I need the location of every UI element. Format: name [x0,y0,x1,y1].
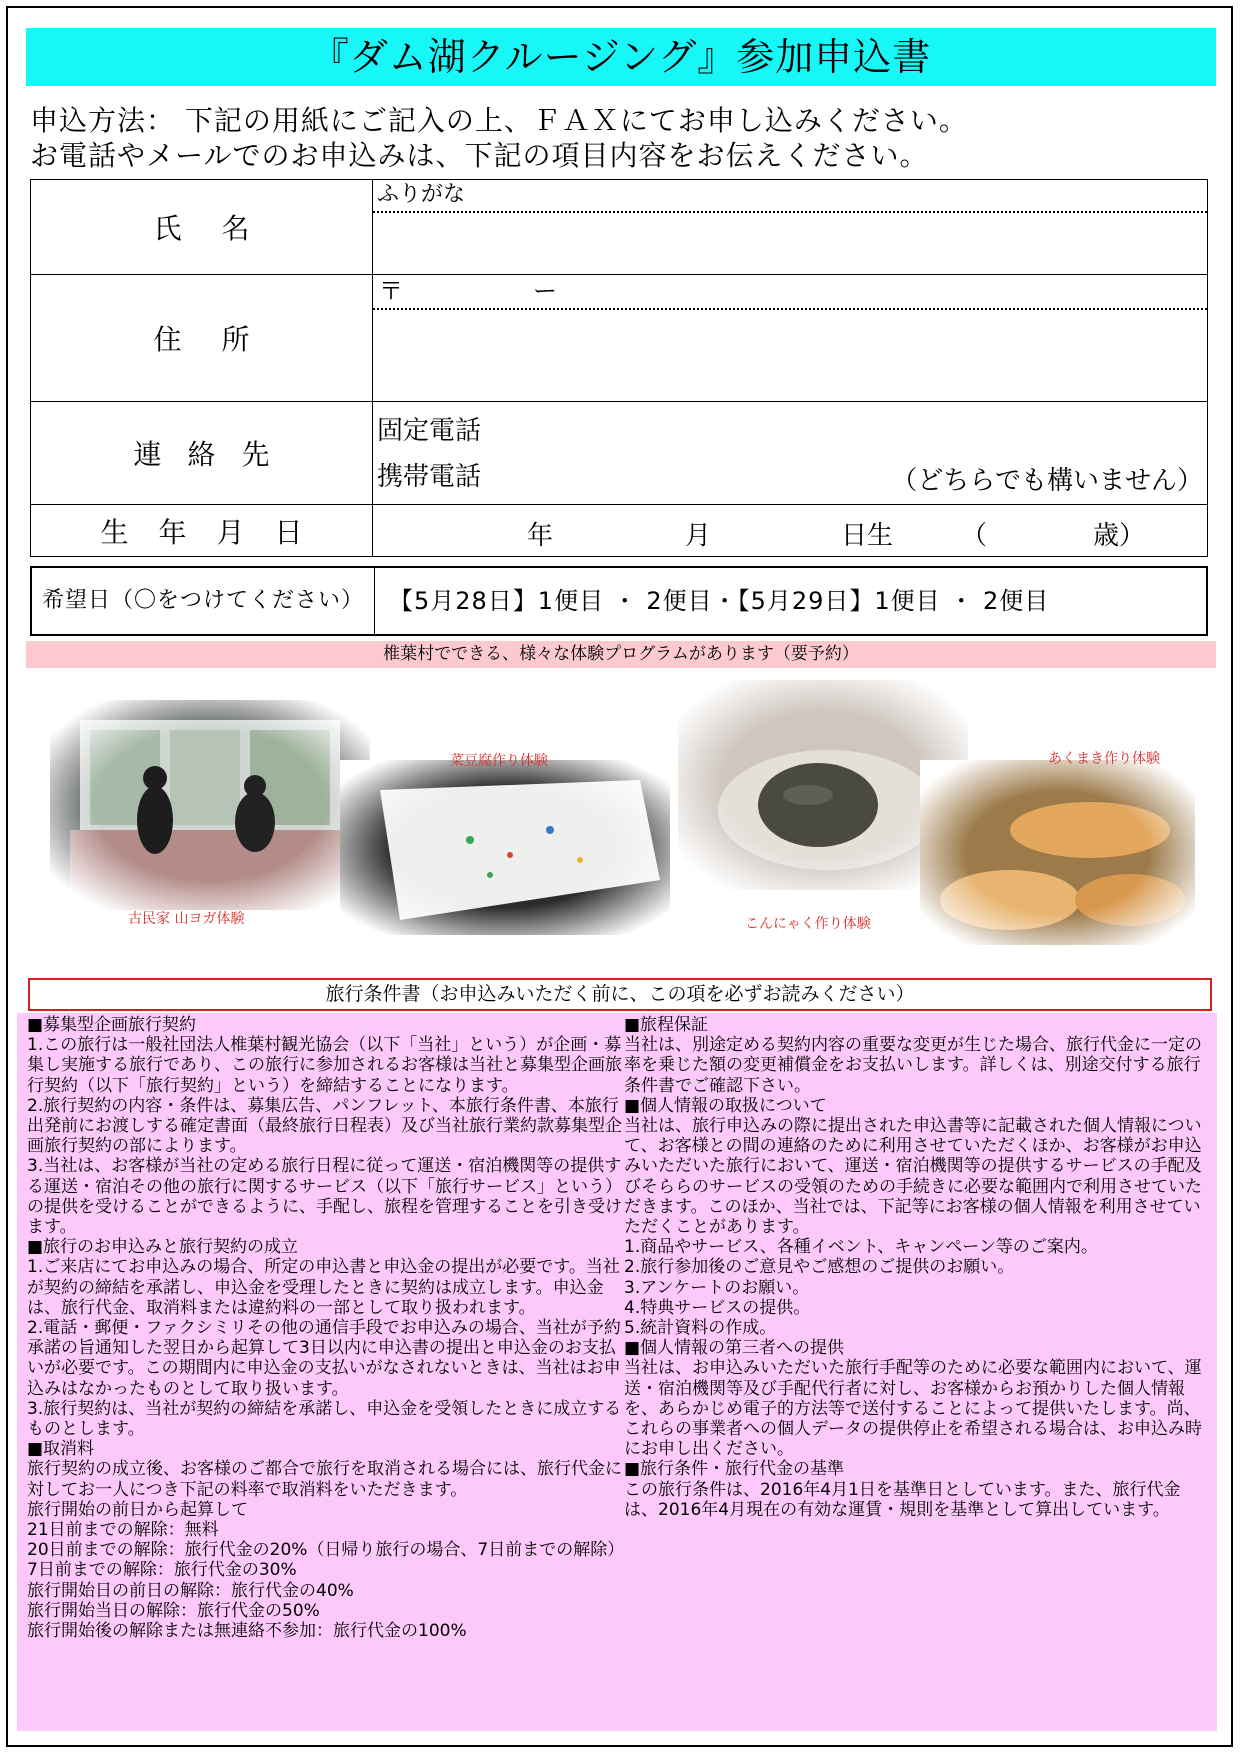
terms-paragraph: 旅行契約の成立後、お客様のご都合で旅行を取消される場合には、旅行代金に対してお一人につき下記の料率で取消料をいただきます。 [27,1459,622,1500]
terms-paragraph: 3.当社は、お客様が当社の定める旅行日程に従って運送・宿泊機関等の提供する運送・宿泊その他の旅行に関するサービス（以下「旅行サービス」という）の提供を受けることができるように、手配し、旅程を管理することを引き受けます。 [27,1156,622,1238]
intro-text [30,103,968,173]
terms-paragraph: 旅行開始の前日から起算して [27,1499,248,1520]
terms-paragraph: ■個人情報の第三者への提供 [624,1338,845,1359]
travel-terms [17,1013,1217,1731]
contact-label: 連絡先 [31,402,373,505]
wish-date-row [30,566,1208,636]
terms-paragraph: 当社は、お申込みいただいた旅行手配等のために必要な範囲内において、運送・宿泊機関等及び手配代行者に対し、お客様からお預かりした個人情報を、あらかじめ電子的方法等で送付することによって提供いたします。尚、これらの事業者への個人データの提供停止を希望される場合は、お申込み時にお申し出ください。 [624,1358,1202,1460]
experience-banner: 椎葉村でできる、様々な体験プログラムがあります（要予約） [26,641,1216,668]
terms-paragraph: ■旅行条件・旅行代金の基準 [624,1459,845,1480]
akumaki-caption: あくまき作り体験 [1048,751,1160,767]
terms-paragraph: 3.アンケートのお願い。 [624,1277,810,1298]
terms-paragraph: 20日前までの解除：旅行代金の20%（日帰り旅行の場合、7日前までの解除） [27,1540,625,1561]
birthdate-field[interactable] [373,505,1208,557]
terms-left-column [27,1015,627,1641]
application-form [30,179,1208,557]
name-field[interactable] [373,180,1208,275]
terms-header: 旅行条件書（お申込みいただく前に、この項を必ずお読みください） [28,978,1212,1011]
terms-right-column [624,1015,1208,1520]
birth-year: 年 [527,521,554,551]
terms-paragraph: 2.旅行契約の内容・条件は、募集広告、パンフレット、本旅行条件書、本旅行出発前にお渡しする確定書面（最終旅行日程表）及び当社旅行業約款募集型企画旅行契約の部によります。 [27,1095,622,1157]
terms-paragraph: 当社は、旅行申込みの際に提出された申込書等に記載された個人情報について、お客様との間の連絡のために利用させていただくほか、お客様がお申込みいただいた旅行において、運送・宿泊機関等の提供するサービスの手配及びそららのサービスの受領のための手続きに必要な範囲内で利用させていただきます。このほか、当社では、下記等にお客様の個人情報を利用させていただくことがあります。 [624,1116,1202,1238]
wish-date-options[interactable]: 【5月28日】1便目 ・ 2便目・【5月29日】1便目 ・ 2便目 [389,587,1050,615]
address-label: 住所 [31,275,373,402]
address-field[interactable] [373,275,1208,402]
mobile-label: 携帯電話 [377,462,482,492]
terms-paragraph: ■旅程保証 [624,1015,709,1035]
zip-dash: ー [533,277,557,305]
konnyaku-caption: こんにゃく作り体験 [745,916,871,932]
zip-line [373,275,1207,310]
terms-paragraph: ■個人情報の取扱について [624,1095,827,1116]
terms-paragraph: 当社は、別途定める契約内容の重要な変更が生じた場合、旅行代金に一定の率を乗じた額の変更補償金をお支払いします。詳しくは、別途交付する旅行条件書でご確認下さい。 [624,1035,1202,1096]
intro-line-1: 申込方法： 下記の用紙にご記入の上、ＦＡＸにてお申し込みください。 [30,104,968,137]
terms-paragraph: 旅行開始後の解除または無連絡不参加：旅行代金の100% [27,1621,467,1642]
birth-month: 月 [685,521,712,551]
zip-mark: 〒 [379,277,403,305]
terms-paragraph: 1.ご来店にてお申込みの場合、所定の申込書と申込金の提出が必要です。当社が契約の締結を承諾し、申込金を受理したときに契約は成立します。申込金は、旅行代金、取消料または違約料の一部として取り扱われます。 [27,1257,620,1318]
terms-paragraph: 1.この旅行は一般社団法人椎葉村観光協会（以下「当社」という）が企画・募集し実施する旅行であり、この旅行に参加されるお客様は当社と募集型企画旅行契約（以下「旅行契約」という）を締結することになります。 [27,1035,622,1096]
terms-paragraph: 4.特典サービスの提供。 [624,1297,811,1318]
terms-paragraph: 2.旅行参加後のご意見やご感想のご提供のお願い。 [624,1257,1015,1278]
landline-label: 固定電話 [377,416,482,446]
tofu-caption: 菜豆腐作り体験 [450,753,548,769]
akumaki-photo [920,760,1195,945]
yoga-photo [50,700,370,910]
page-title: 『ダム湖クルージング』参加申込書 [26,28,1216,86]
furigana-line: ふりがな [373,180,1207,213]
photo-collage [40,680,1200,960]
birth-age-open: （ [961,521,988,551]
terms-paragraph: 旅行開始当日の解除：旅行代金の50% [27,1600,320,1621]
birth-age: 歳） [1093,521,1146,551]
birthdate-label: 生年月日 [31,505,373,557]
birth-day: 日生 [841,521,894,551]
terms-paragraph: 3.旅行契約は、当社が契約の締結を承諾し、申込金を受領したときに成立するものとします。 [27,1398,622,1440]
terms-paragraph: ■取消料 [27,1439,95,1460]
terms-paragraph: この旅行条件は、2016年4月1日を基準日としています。また、旅行代金は、2016年4月現在の有効な運賃・規則を基準として算出しています。 [624,1479,1181,1520]
terms-paragraph: ■旅行のお申込みと旅行契約の成立 [27,1237,299,1258]
terms-paragraph: 5.統計資料の作成。 [624,1318,777,1339]
tofu-photo [340,760,670,935]
terms-paragraph: ■募集型企画旅行契約 [27,1015,197,1035]
wish-date-label: 希望日（〇をつけてください） [32,568,375,634]
name-label: 氏名 [31,180,373,275]
terms-paragraph: 21日前までの解除：無料 [27,1520,219,1541]
terms-paragraph: 2.電話・郵便・ファクシミリその他の通信手段でお申込みの場合、当社が予約承諾の旨通知した翌日から起算して3日以内に申込書の提出と申込金のお支払いが必要です。この期間内に申込金の支払いがなされないときは、当社はお申込みはなかったものとして取り扱います。 [27,1318,621,1399]
contact-field[interactable] [373,402,1208,505]
contact-note: （どちらでも構いません） [891,466,1203,496]
intro-line-2: お電話やメールでのお申込みは、下記の項目内容をお伝えください。 [30,139,929,172]
terms-paragraph: 旅行開始日の前日の解除：旅行代金の40% [27,1580,354,1601]
terms-paragraph: 1.商品やサービス、各種イベント、キャンペーン等のご案内。 [624,1237,1098,1258]
yoga-caption: 古民家 山ヨガ体験 [128,911,245,927]
terms-paragraph: 7日前までの解除：旅行代金の30% [27,1560,297,1581]
